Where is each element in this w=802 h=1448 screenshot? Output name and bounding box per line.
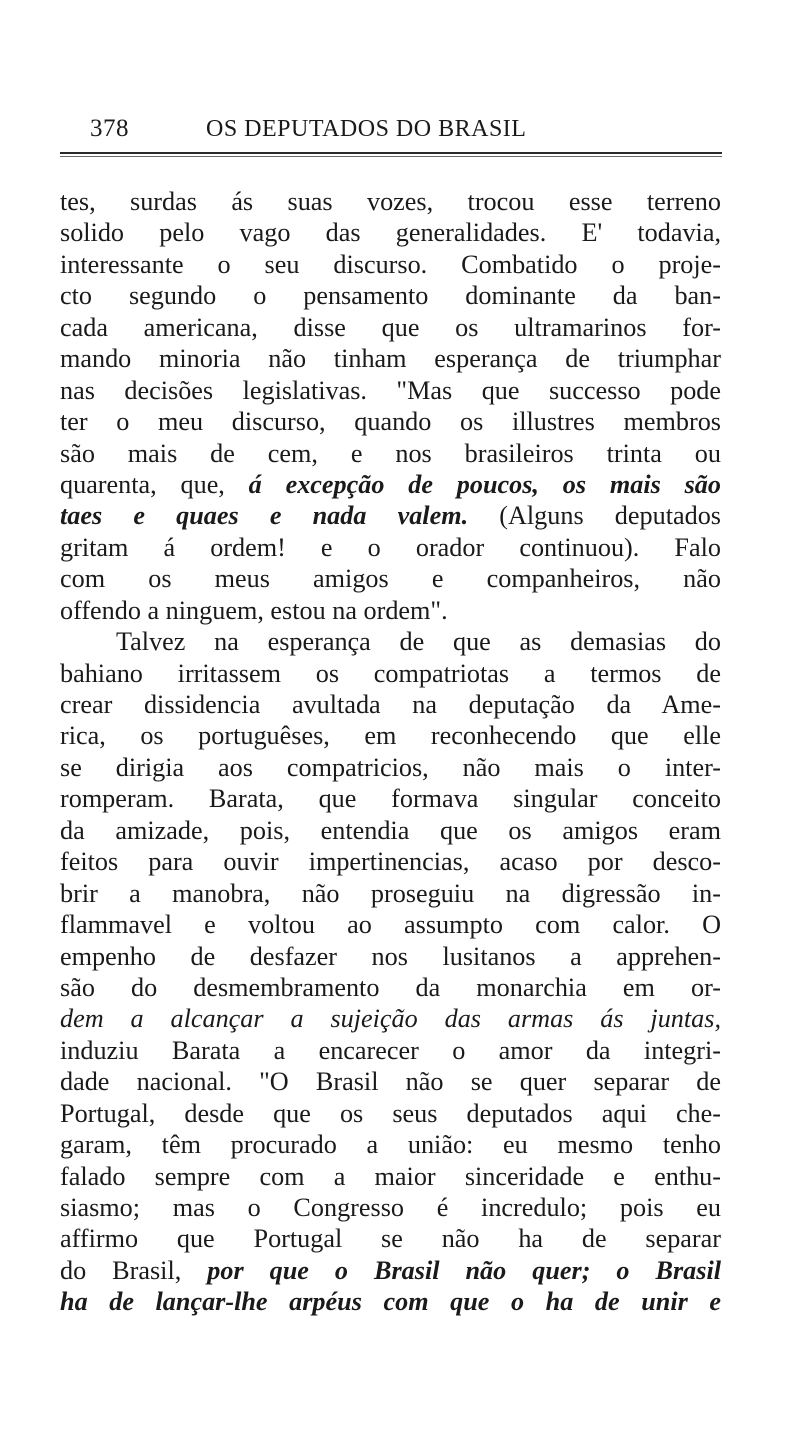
text-segment: induziu Barata a encarecer o amor da integri- — [60, 1035, 721, 1065]
text-line — [60, 563, 721, 594]
text-line — [60, 595, 721, 626]
body-text — [60, 186, 721, 1318]
text-segment: empenho de desfazer nos lusitanos a apprehen- — [60, 941, 721, 971]
text-line — [60, 720, 721, 751]
text-line — [60, 909, 721, 940]
text-segment: são do desmembramento da monarchia em or- — [60, 972, 721, 1002]
page-number: 378 — [90, 115, 129, 142]
text-segment: solido pelo vago das generalidades. E' todavia, — [60, 218, 721, 248]
text-segment: da amizade, pois, entendia que os amigos eram — [60, 815, 721, 845]
text-segment: feitos para ouvir impertinencias, acaso por desco- — [60, 847, 721, 877]
text-line — [60, 249, 721, 280]
text-segment: Talvez na esperança de que as demasias do — [116, 627, 721, 657]
text-segment: mando minoria não tinham esperança de triumphar — [60, 344, 721, 374]
text-line — [60, 626, 721, 657]
text-segment: falado sempre com a maior sinceridade e enthu- — [60, 1161, 721, 1191]
text-line — [60, 1223, 721, 1254]
text-line — [60, 375, 721, 406]
text-line — [60, 1161, 721, 1192]
text-line — [60, 815, 721, 846]
text-line — [60, 1192, 721, 1223]
text-segment: romperam. Barata, que formava singular conceito — [60, 784, 721, 814]
emphasis-text: á excepção de poucos, os mais são — [248, 469, 721, 499]
text-segment: tes, surdas ás suas vozes, trocou esse terreno — [60, 187, 721, 216]
text-line — [60, 343, 721, 374]
running-title: OS DEPUTADOS DO BRASIL — [206, 116, 527, 142]
text-segment: nas decisões legislativas. "Mas que successo pode — [60, 375, 721, 405]
text-line — [60, 1255, 721, 1286]
text-segment: cada americana, disse que os ultramarinos for- — [60, 312, 721, 342]
text-line — [60, 312, 721, 343]
emphasis-text: dem a alcançar a sujeição das armas ás juntas, — [60, 1004, 721, 1034]
text-line — [60, 217, 721, 248]
text-segment: siasmo; mas o Congresso é incredulo; pois eu — [60, 1193, 721, 1222]
text-line — [60, 406, 721, 437]
text-line — [60, 280, 721, 311]
emphasis-text: ha de lançar-lhe arpéus com que o ha de unir e — [60, 1287, 721, 1317]
text-segment: brir a manobra, não proseguiu na digressão in- — [60, 878, 721, 908]
text-line — [60, 1003, 721, 1034]
header-rule-thin — [60, 156, 722, 157]
text-segment: com os meus amigos e companheiros, não — [60, 564, 721, 594]
text-segment: são mais de cem, e nos brasileiros trinta ou — [60, 438, 721, 468]
text-segment: gritam á ordem! e o orador continuou). Falo — [60, 532, 721, 562]
text-line — [60, 500, 721, 531]
text-segment: offendo a ninguem, estou na ordem". — [60, 595, 448, 625]
text-line — [60, 438, 721, 469]
text-line — [60, 941, 721, 972]
text-line — [60, 1286, 721, 1317]
text-line — [60, 972, 721, 1003]
emphasis-text: por que o Brasil não quer; o Brasil — [207, 1255, 722, 1285]
text-segment: garam, têm procurado a união: eu mesmo tenho — [60, 1130, 721, 1160]
text-segment: crear dissidencia avultada na deputação da Ame- — [60, 690, 721, 719]
text-segment: dade nacional. "O Brasil não se quer separar de — [60, 1067, 721, 1097]
text-segment: interessante o seu discurso. Combatido o proje- — [60, 249, 721, 279]
text-line — [60, 878, 721, 909]
text-segment: (Alguns deputados — [468, 501, 721, 531]
text-segment: se dirigia aos compatricios, não mais o inter- — [60, 752, 721, 782]
text-line — [60, 186, 721, 217]
text-line — [60, 1035, 721, 1066]
text-line — [60, 1129, 721, 1160]
text-line — [60, 469, 721, 500]
text-line — [60, 689, 721, 720]
text-line — [60, 1066, 721, 1097]
text-segment: Portugal, desde que os seus deputados aqui che- — [60, 1098, 721, 1128]
text-line — [60, 532, 721, 563]
text-segment: ter o meu discurso, quando os illustres membros — [60, 407, 721, 437]
text-segment: rica, os portuguêses, em reconhecendo que elle — [60, 721, 721, 751]
text-segment: do Brasil, — [60, 1255, 208, 1285]
text-line — [60, 1098, 721, 1129]
text-segment: flammavel e voltou ao assumpto com calor. O — [60, 910, 721, 940]
text-segment: affirmo que Portugal se não ha de separar — [60, 1224, 721, 1254]
text-segment: quarenta, que, — [60, 469, 249, 499]
page-header — [90, 111, 722, 147]
header-rule — [60, 152, 722, 154]
text-line — [60, 752, 721, 783]
text-line — [60, 658, 721, 689]
text-segment: cto segundo o pensamento dominante da ban- — [60, 281, 721, 311]
text-segment: bahiano irritassem os compatriotas a termos de — [60, 658, 721, 688]
emphasis-text: taes e quaes e nada valem. — [60, 501, 469, 531]
text-line — [60, 846, 721, 877]
text-line — [60, 783, 721, 814]
